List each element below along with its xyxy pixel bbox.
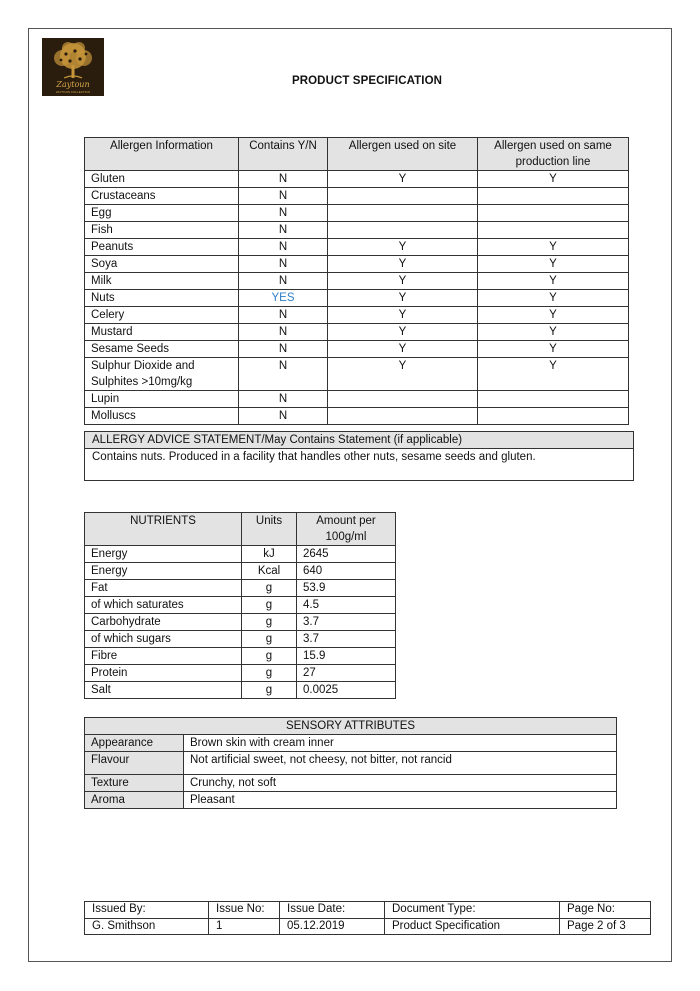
nutrient-unit: g [242,580,297,597]
nutrient-unit: g [242,665,297,682]
allergen-used-on-site: Y [328,273,478,290]
allergen-used-on-site [328,408,478,425]
allergen-row [85,273,629,290]
footer-label-issue-date: Issue Date: [280,902,385,919]
allergen-used-on-line: Y [478,358,629,391]
allergen-used-on-line: Y [478,256,629,273]
allergen-name: Soya [85,256,239,273]
allergen-used-on-line [478,408,629,425]
nutrient-row [85,597,396,614]
allergen-name: Peanuts [85,239,239,256]
nutrient-amount: 0.0025 [297,682,396,699]
nutrient-row [85,580,396,597]
allergen-contains: N [239,205,328,222]
footer-label-page-no: Page No: [560,902,651,919]
nutrient-name: Energy [85,546,242,563]
allergen-used-on-line [478,222,629,239]
footer-value-row [85,918,651,935]
allergen-contains: N [239,222,328,239]
allergen-contains: YES [239,290,328,307]
allergen-name: Celery [85,307,239,324]
allergy-advice-heading: ALLERGY ADVICE STATEMENT/May Contains Statement (if applicable) [85,432,634,449]
nutrient-unit: g [242,682,297,699]
nutrient-amount: 2645 [297,546,396,563]
footer-value-issued-by: G. Smithson [85,918,209,935]
allergen-used-on-line [478,391,629,408]
allergen-header-contains: Contains Y/N [239,138,328,171]
logo-sub-text: ZAYTOUN COLLECTION [55,90,91,94]
nutrients-table [84,512,396,699]
footer-value-issue-date: 05.12.2019 [280,918,385,935]
allergen-row [85,391,629,408]
allergen-row [85,256,629,273]
nutrient-row [85,682,396,699]
allergen-name: Crustaceans [85,188,239,205]
allergen-row [85,239,629,256]
nutrient-unit: g [242,597,297,614]
nutrients-header-units: Units [242,513,297,546]
sensory-value: Not artificial sweet, not cheesy, not bitter, not rancid [184,752,617,775]
nutrient-name: Salt [85,682,242,699]
allergen-name: Molluscs [85,408,239,425]
sensory-label: Aroma [85,792,184,809]
allergen-used-on-line: Y [478,307,629,324]
footer-label-row [85,902,651,919]
allergen-name: Fish [85,222,239,239]
nutrient-row [85,546,396,563]
page-title: PRODUCT SPECIFICATION [291,75,443,87]
nutrient-unit: g [242,648,297,665]
nutrient-amount: 3.7 [297,631,396,648]
nutrient-amount: 15.9 [297,648,396,665]
nutrient-amount: 4.5 [297,597,396,614]
allergen-used-on-site [328,222,478,239]
allergen-row [85,171,629,188]
allergen-name: Sulphur Dioxide and Sulphites >10mg/kg [85,358,239,391]
allergen-used-on-site: Y [328,341,478,358]
nutrient-amount: 640 [297,563,396,580]
nutrient-row [85,614,396,631]
allergen-used-on-line: Y [478,273,629,290]
nutrient-row [85,665,396,682]
nutrient-name: Carbohydrate [85,614,242,631]
allergen-used-on-line: Y [478,290,629,307]
nutrient-unit: Kcal [242,563,297,580]
sensory-row [85,735,617,752]
allergen-contains: N [239,188,328,205]
nutrient-amount: 53.9 [297,580,396,597]
sensory-row [85,775,617,792]
allergen-contains: N [239,307,328,324]
allergen-header-info: Allergen Information [85,138,239,171]
footer-label-document-type: Document Type: [385,902,560,919]
allergen-table [84,137,629,425]
allergen-used-on-site [328,205,478,222]
allergen-used-on-line: Y [478,341,629,358]
sensory-value: Brown skin with cream inner [184,735,617,752]
allergen-name: Gluten [85,171,239,188]
allergen-contains: N [239,171,328,188]
allergen-used-on-site [328,391,478,408]
footer-label-issued-by: Issued By: [85,902,209,919]
nutrient-row [85,563,396,580]
sensory-value: Crunchy, not soft [184,775,617,792]
allergy-advice-text: Contains nuts. Produced in a facility that handles other nuts, sesame seeds and gluten. [85,449,634,481]
nutrient-unit: g [242,631,297,648]
sensory-heading: SENSORY ATTRIBUTES [85,718,617,735]
nutrient-row [85,631,396,648]
allergen-used-on-site: Y [328,324,478,341]
allergen-name: Egg [85,205,239,222]
allergen-used-on-site: Y [328,290,478,307]
allergen-used-on-line [478,188,629,205]
nutrient-unit: kJ [242,546,297,563]
allergen-used-on-site: Y [328,239,478,256]
nutrient-unit: g [242,614,297,631]
footer-value-issue-no: 1 [209,918,280,935]
sensory-row [85,792,617,809]
nutrients-header-name: NUTRIENTS [85,513,242,546]
allergen-name: Mustard [85,324,239,341]
allergen-name: Nuts [85,290,239,307]
allergen-row [85,341,629,358]
nutrient-name: Fibre [85,648,242,665]
allergy-advice-table [84,431,634,481]
nutrient-name: Energy [85,563,242,580]
footer-label-issue-no: Issue No: [209,902,280,919]
allergen-header-site: Allergen used on site [328,138,478,171]
nutrients-header-row [85,513,396,546]
allergen-row [85,307,629,324]
allergen-used-on-line: Y [478,239,629,256]
allergen-contains: N [239,391,328,408]
nutrient-name: Protein [85,665,242,682]
allergen-header-line: Allergen used on same production line [478,138,629,171]
allergen-used-on-line: Y [478,324,629,341]
allergen-used-on-line: Y [478,171,629,188]
nutrient-row [85,648,396,665]
allergen-name: Lupin [85,391,239,408]
allergen-contains: N [239,239,328,256]
allergen-used-on-site: Y [328,256,478,273]
allergen-contains: N [239,273,328,290]
allergen-header-row [85,138,629,171]
sensory-row [85,752,617,775]
sensory-label: Flavour [85,752,184,775]
nutrient-amount: 27 [297,665,396,682]
allergen-row [85,324,629,341]
allergen-row [85,205,629,222]
allergen-used-on-line [478,205,629,222]
nutrient-name: of which sugars [85,631,242,648]
allergen-name: Milk [85,273,239,290]
allergen-row [85,188,629,205]
allergen-contains: N [239,358,328,391]
nutrient-amount: 3.7 [297,614,396,631]
sensory-value: Pleasant [184,792,617,809]
logo-brand-text: Zaytoun [56,80,90,89]
allergen-row [85,290,629,307]
allergen-name: Sesame Seeds [85,341,239,358]
zaytoun-logo [42,38,104,96]
sensory-label: Texture [85,775,184,792]
sensory-label: Appearance [85,735,184,752]
sensory-table [84,717,617,809]
allergen-used-on-site [328,188,478,205]
allergen-row [85,358,629,391]
allergen-contains: N [239,256,328,273]
footer-value-document-type: Product Specification [385,918,560,935]
allergen-row [85,222,629,239]
nutrient-name: Fat [85,580,242,597]
nutrient-name: of which saturates [85,597,242,614]
allergen-used-on-site: Y [328,171,478,188]
allergen-contains: N [239,324,328,341]
footer-value-page-no: Page 2 of 3 [560,918,651,935]
document-footer-table [84,901,651,935]
allergen-contains: N [239,408,328,425]
allergen-row [85,408,629,425]
nutrients-header-amount: Amount per 100g/ml [297,513,396,546]
allergen-used-on-site: Y [328,307,478,324]
allergen-contains: N [239,341,328,358]
allergen-used-on-site: Y [328,358,478,391]
